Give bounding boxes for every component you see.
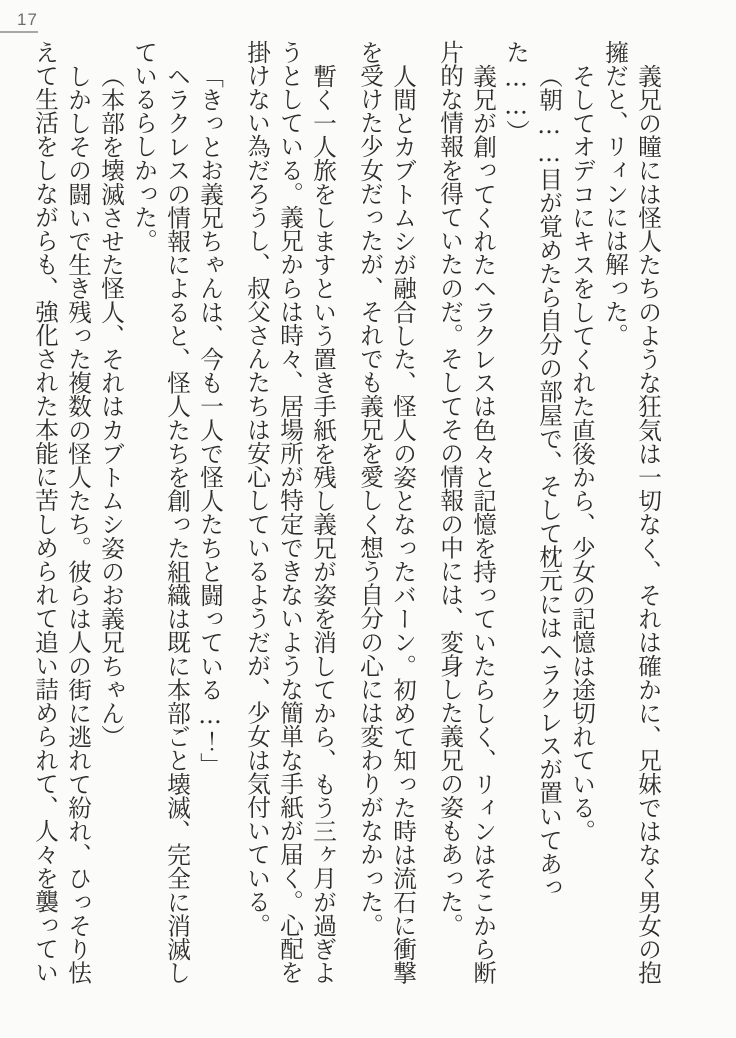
paragraph-2: そしてオデコにキスをしてくれた直後から、少女の記憶は途切れている。 xyxy=(568,63,596,843)
page-number-rule xyxy=(0,31,38,33)
paragraph-8: ヘラクレスの情報によると、怪人たちを創った組織は既に本部ごと壊滅、完全に消滅しているらしかった。 xyxy=(130,40,191,984)
page-number: 17 xyxy=(17,10,38,29)
paragraph-9: （本部を壊滅させた怪人、それはカブトムシ姿のお義兄ちゃん） xyxy=(97,63,125,748)
paragraph-10: しかしその闘いで生き残った複数の怪人たち。彼らは人の街に逃れて紛れ、ひっそり怯えて生活をしながらも、強化された本能に苦しめられて追い詰められて、人々を襲ってい xyxy=(31,40,92,984)
body-text xyxy=(28,40,664,988)
paragraph-6: 暫く一人旅をしますという置き手紙を残し義兄が姿を消してから、もう三ヶ月が過ぎようとしている。義兄からは時々、居場所が特定できないような簡単な手紙が届く。心配を掛けない為だろうし、叔父さんたちは安心しているようだが、少女は気付いている。 xyxy=(243,40,337,984)
paragraph-4: 義兄が創ってくれたヘラクレスは色々と記憶を持っていたらしく、リィンはそこから断片的な情報を得ていたのだ。そしてその情報の中には、変身した義兄の姿もあった。 xyxy=(436,40,497,984)
paragraph-1: 義兄の瞳には怪人たちのような狂気は一切なく、それは確かに、兄妹ではなく男女の抱擁だと、リィンには解った。 xyxy=(601,40,662,984)
page-number-block xyxy=(0,10,38,33)
paragraph-7: 「きっとお義兄ちゃんは、今も一人で怪人たちと闘っている…！」 xyxy=(196,63,224,776)
paragraph-3: （朝……目が覚めたら自分の部屋で、そして枕元にはヘラクレスが置いてあった……） xyxy=(502,40,563,899)
paragraph-5: 人間とカブトムシが融合した、怪人の姿となったバーン。初めて知った時は流石に衝撃を受けた少女だったが、それでも義兄を愛しく想う自分の心には変わりがなかった。 xyxy=(356,40,417,984)
